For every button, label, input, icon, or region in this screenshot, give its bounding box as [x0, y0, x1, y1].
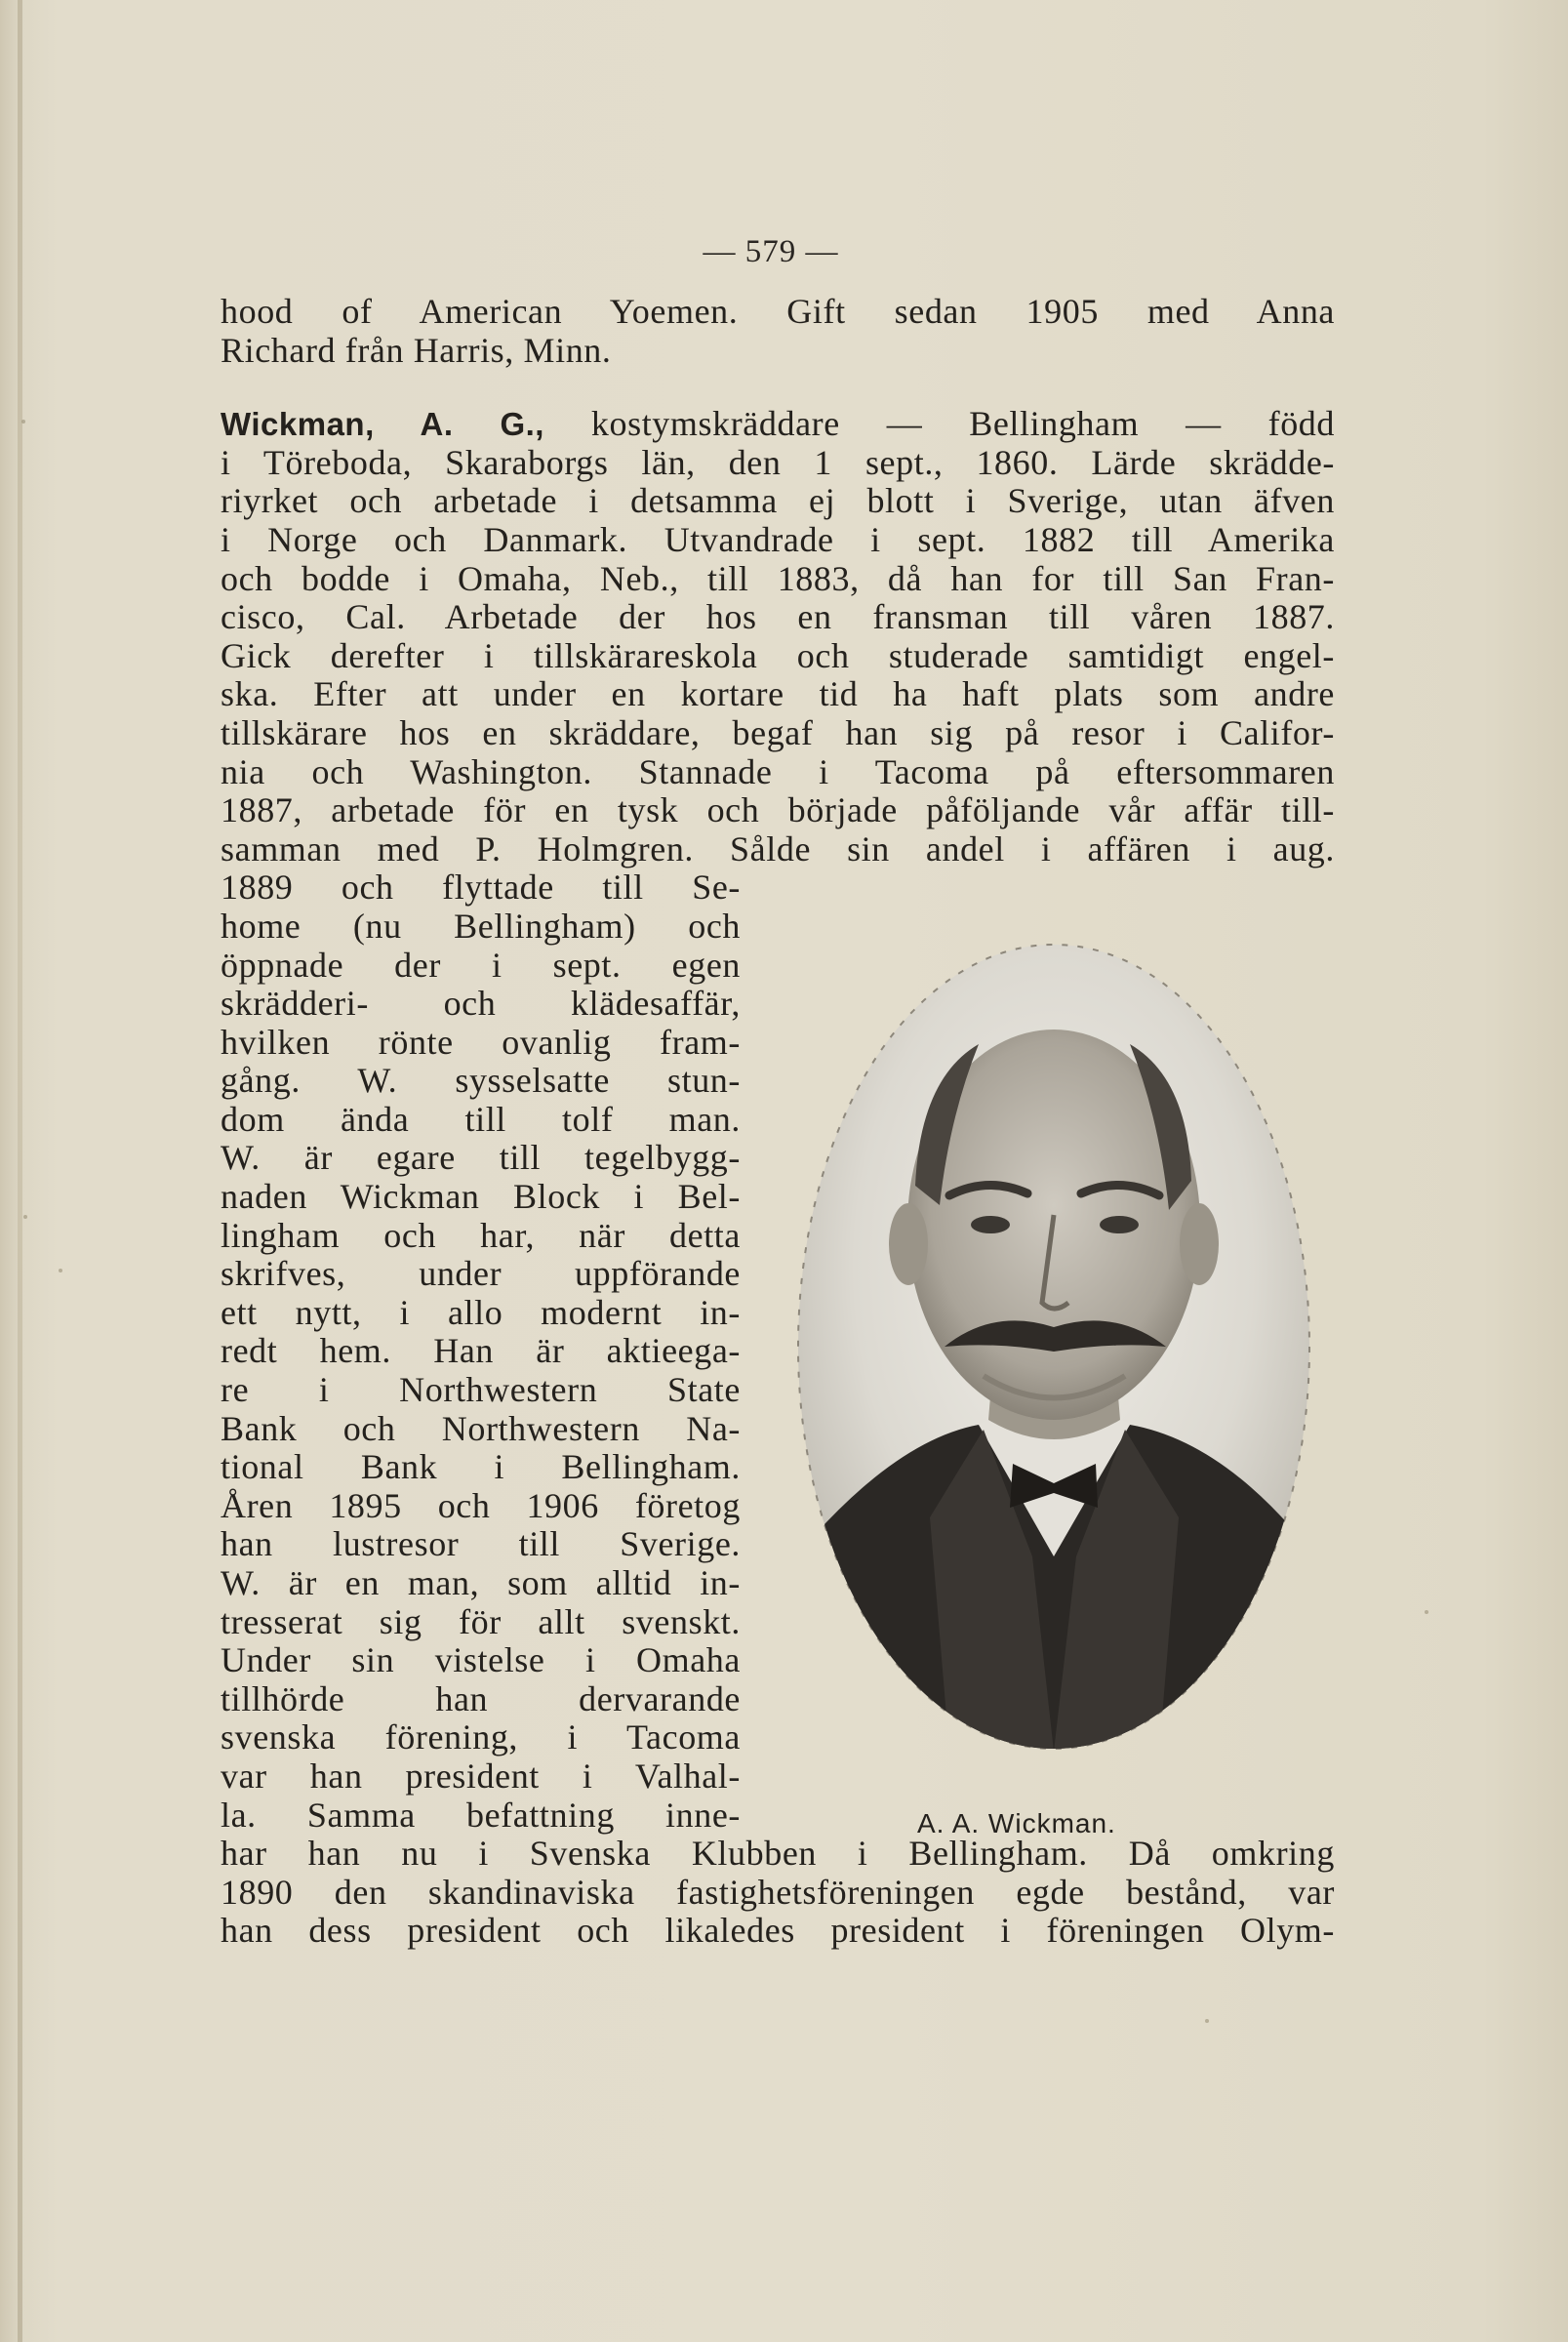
- narrow-text-line: ett nytt, i allo modernt in-: [221, 1292, 741, 1332]
- text-line: han dess president och likaledes president i föreningen Olym-: [221, 1911, 1335, 1951]
- text-line: i Töreboda, Skaraborgs län, den 1 sept., 1860. Lärde skrädde-: [221, 442, 1335, 482]
- narrow-text-line: home (nu Bellingham) och: [221, 906, 741, 946]
- narrow-text-line: redt hem. Han är aktieega-: [221, 1331, 741, 1371]
- text-line: har han nu i Svenska Klubben i Bellingham. Då omkring: [221, 1834, 1335, 1874]
- text-line: 1890 den skandinaviska fastighetsföreningen egde bestånd, var: [221, 1872, 1335, 1912]
- page-binding-edge: [18, 0, 22, 2342]
- narrow-text-line: var han president i Valhal-: [221, 1756, 741, 1796]
- narrow-text-line: la. Samma befattning inne-: [221, 1795, 741, 1835]
- entry-first-line: [221, 405, 1335, 444]
- narrow-text-line: lingham och har, när detta: [221, 1215, 741, 1255]
- text-line: ska. Efter att under en kortare tid ha haft plats som andre: [221, 674, 1335, 714]
- narrow-text-line: re i Northwestern State: [221, 1370, 741, 1410]
- narrow-text-line: tional Bank i Bellingham.: [221, 1447, 741, 1487]
- paper-speck: [23, 1215, 27, 1219]
- text-line: 1887, arbetade för en tysk och började påföljande vår affär till-: [221, 790, 1335, 830]
- text-line: nia och Washington. Stannade i Tacoma på eftersommaren: [221, 751, 1335, 791]
- text-line: och bodde i Omaha, Neb., till 1883, då han for till San Fran-: [221, 558, 1335, 598]
- page-number: — 579 —: [703, 234, 839, 269]
- text-line: riyrket och arbetade i detsamma ej blott i Sverige, utan äfven: [221, 481, 1335, 521]
- paper-speck: [1425, 1610, 1428, 1614]
- narrow-text-line: W. är en man, som alltid in-: [221, 1563, 741, 1602]
- entry-name: Wickman, A. G.,: [221, 406, 544, 443]
- narrow-text-line: öppnade der i sept. egen: [221, 945, 741, 985]
- paper-speck: [59, 1269, 62, 1272]
- narrow-text-line: gång. W. sysselsatte stun-: [221, 1061, 741, 1101]
- portrait-caption: A. A. Wickman.: [917, 1808, 1116, 1838]
- narrow-text-line: dom ända till tolf man.: [221, 1099, 741, 1139]
- text-line: Richard från Harris, Minn.: [221, 330, 612, 370]
- narrow-text-line: svenska förening, i Tacoma: [221, 1717, 741, 1757]
- narrow-text-line: W. är egare till tegelbygg-: [221, 1138, 741, 1178]
- narrow-text-line: han lustresor till Sverige.: [221, 1524, 741, 1564]
- portrait-photo: [784, 932, 1325, 1752]
- portrait-image: [784, 932, 1325, 1752]
- narrow-text-line: Bank och Northwestern Na-: [221, 1408, 741, 1448]
- narrow-text-line: tresserat sig för allt svenskt.: [221, 1601, 741, 1641]
- narrow-text-line: Åren 1895 och 1906 företog: [221, 1485, 741, 1525]
- text-line: samman med P. Holmgren. Sålde sin andel i affären i aug.: [221, 828, 1335, 868]
- narrow-text-line: hvilken rönte ovanlig fram-: [221, 1022, 741, 1062]
- paper-speck: [21, 420, 25, 424]
- narrow-text-line: tillhörde han dervarande: [221, 1678, 741, 1718]
- narrow-text-line: skrädderi- och klädesaffär,: [221, 984, 741, 1024]
- narrow-text-line: Under sin vistelse i Omaha: [221, 1640, 741, 1680]
- text-line: tillskärare hos en skräddare, begaf han sig på resor i Califor-: [221, 712, 1335, 752]
- narrow-text-line: skrifves, under uppförande: [221, 1254, 741, 1294]
- text-line: hood of American Yoemen. Gift sedan 1905 med Anna: [221, 292, 1335, 331]
- narrow-text-line: naden Wickman Block i Bel-: [221, 1177, 741, 1217]
- entry-intro: kostymskräddare — Bellingham — född: [543, 404, 1335, 444]
- text-line: Gick derefter i tillskärareskola och studerade samtidigt engel-: [221, 635, 1335, 675]
- text-line: i Norge och Danmark. Utvandrade i sept. 1882 till Amerika: [221, 519, 1335, 559]
- paper-speck: [1205, 2019, 1209, 2023]
- text-line: cisco, Cal. Arbetade der hos en fransman till våren 1887.: [221, 597, 1335, 637]
- narrow-text-line: 1889 och flyttade till Se-: [221, 868, 741, 908]
